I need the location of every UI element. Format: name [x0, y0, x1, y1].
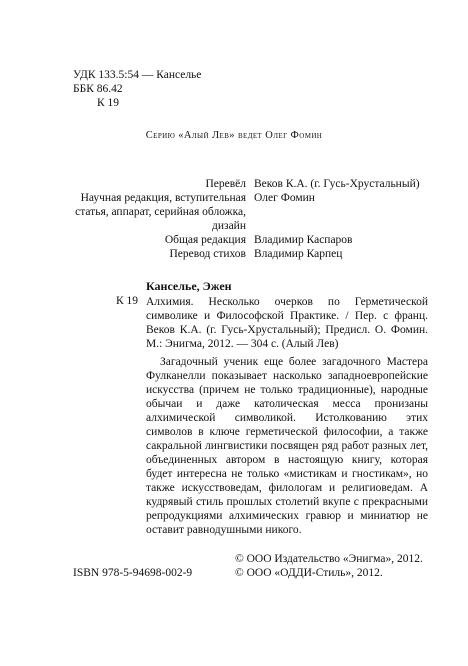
- bibliographic-description: Алхимия. Несколько очерков по Герметической символике и Философской Практике. / Пер. с франц. Веков К.А. (г. Гусь-Хрустальный); Предисл. О. Фомин. М.: Энигма, 2012. — 304 с. (Алый Лев): [146, 296, 428, 350]
- credit-row-general-editor: [0, 233, 468, 247]
- credits-block: [0, 177, 468, 261]
- bibliographic-codes: [73, 68, 201, 110]
- credit-name: Владимир Каспаров: [254, 234, 353, 246]
- isbn: ISBN 978-5-94698-002-9: [73, 567, 193, 579]
- author-heading: Канселье, Эжен: [146, 279, 232, 293]
- series-line: [0, 130, 468, 141]
- credit-row-verse-translator: [0, 247, 468, 261]
- copyright-line-1: © ООО Издательство «Энигма», 2012.: [235, 553, 423, 565]
- credit-role: Научная редакция, вступительная статья, аппарат, серийная обложка, дизайн: [75, 192, 246, 232]
- series-name: «Алый Лев»: [178, 130, 235, 141]
- author-mark-entry: К 19: [116, 295, 139, 307]
- series-middle: ведет: [237, 130, 263, 141]
- credit-row-translator: [0, 177, 468, 191]
- credit-name: Владимир Карпец: [254, 248, 343, 260]
- annotation-paragraph: Загадочный ученик еще более загадочного Мастера Фулканелли показывает насколько западноевропейские искусства (причем не только традиционные), народные обычаи и даже католическая месса пронизаны алхимической символикой. Истолкованию этих символов в ключе герметической философии, а также сакральной лингвистики посвящен ряд работ разных лет, объединенных автором в настоящую книгу, которая будет интересна не только «мистикам и гностикам», но также искусствоведам, филологам и религиоведам. А кудрявый стиль прошлых столетий вкупе с прекрасными репродукциями алхимических гравюр и миниатюр не оставит равнодушными никого.: [146, 356, 428, 536]
- author-mark: К 19: [97, 97, 120, 109]
- credit-row-scientific-editor: [0, 191, 468, 233]
- udk-code: УДК 133.5:54 — Канселье: [73, 69, 202, 81]
- credit-role: Перевод стихов: [169, 248, 246, 260]
- credit-name: Веков К.А. (г. Гусь-Хрустальный): [254, 178, 420, 190]
- credit-name: Олег Фомин: [254, 192, 315, 204]
- copyright-line-2: © ООО «ОДДИ-Стиль», 2012.: [235, 567, 383, 579]
- series-prefix: Серию: [145, 130, 176, 141]
- series-editor: Олег Фомин: [265, 130, 323, 141]
- credit-role: Перевёл: [205, 178, 246, 190]
- bbk-code: ББК 86.42: [73, 83, 123, 95]
- credit-role: Общая редакция: [164, 234, 246, 246]
